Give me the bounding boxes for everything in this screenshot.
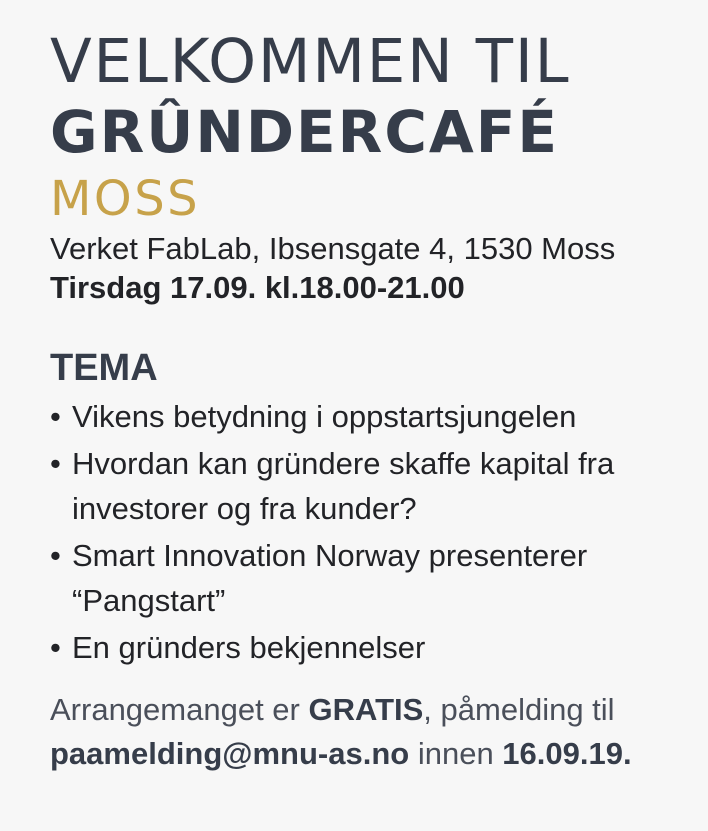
page-title-event-name: GRÛNDERCAFÉ: [50, 98, 560, 166]
topic-text: Vikens betydning i oppstartsjungelen: [72, 399, 577, 434]
topic-text-continued: investorer og fra kunder?: [72, 491, 417, 526]
list-item: [50, 441, 684, 531]
registration-text: innen: [409, 736, 503, 771]
bullet-icon: •: [50, 538, 61, 573]
list-item: [50, 625, 684, 670]
registration-info: [50, 688, 684, 776]
topic-text: Smart Innovation Norway presenterer: [72, 538, 588, 573]
event-datetime: Tirsdag 17.09. kl.18.00-21.00: [50, 270, 465, 305]
topic-text-continued: “Pangstart”: [72, 583, 226, 618]
registration-deadline: 16.09.19.: [502, 736, 632, 771]
topic-text: Hvordan kan gründere skaffe kapital fra: [72, 446, 615, 481]
registration-email: paamelding@mnu-as.no: [50, 736, 410, 771]
page-title-welcome: VELKOMMEN TIL: [50, 26, 571, 97]
event-address: Verket FabLab, Ibsensgate 4, 1530 Moss: [50, 231, 616, 266]
registration-text: , påmelding til: [423, 692, 615, 727]
bullet-icon: •: [50, 399, 61, 434]
event-poster: [50, 24, 684, 776]
free-badge: GRATIS: [308, 692, 424, 727]
bullet-icon: •: [50, 446, 61, 481]
city-label: MOSS: [50, 171, 201, 227]
list-item: [50, 533, 684, 623]
list-item: [50, 394, 684, 439]
topic-list: [50, 394, 684, 670]
bullet-icon: •: [50, 630, 61, 665]
topic-text: En gründers bekjennelser: [72, 630, 426, 665]
registration-text: Arrangemanget er: [50, 692, 309, 727]
tema-heading: TEMA: [50, 347, 158, 389]
